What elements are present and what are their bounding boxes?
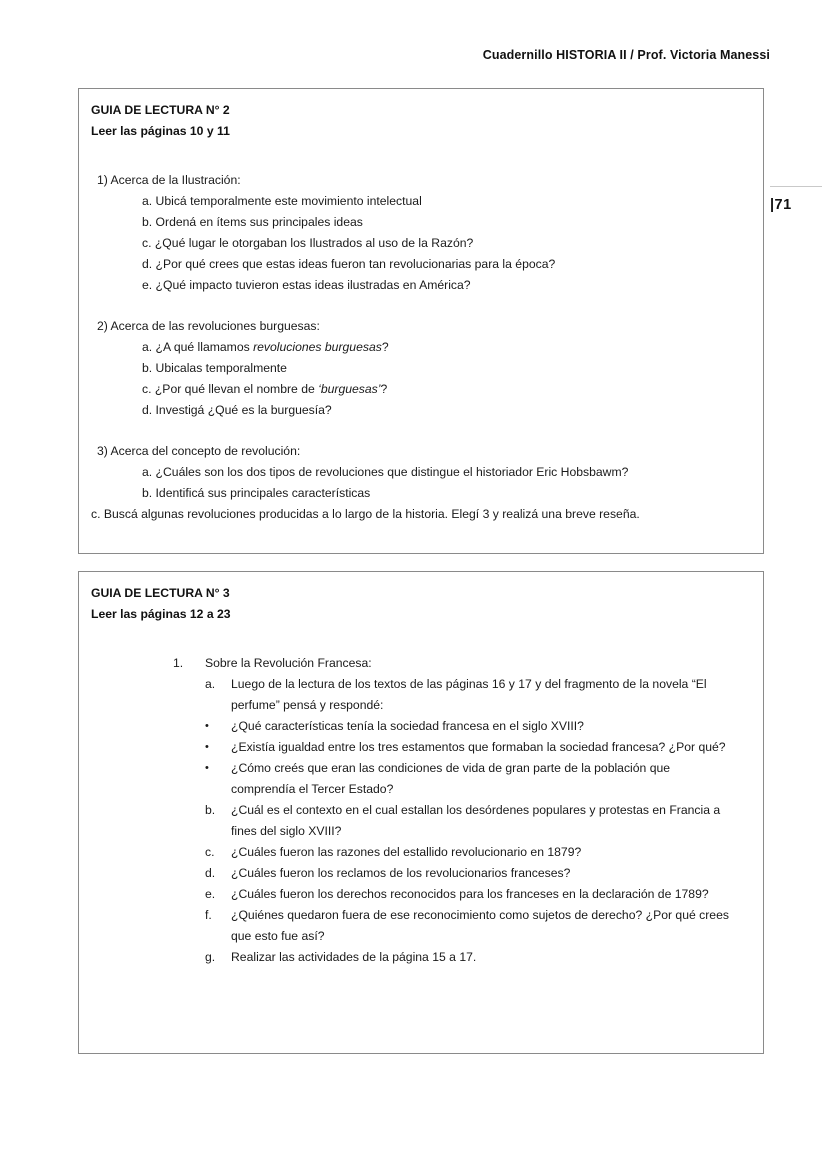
guide-2-section-2-item-c-text: c. ¿Por qué llevan el nombre de ‘burguesas’? [142,382,388,396]
list-marker: a. [205,677,216,691]
list-item-text: ¿Cómo creés que eran las condiciones de vida de gran parte de la población que comprendía el Tercer Estado? [231,761,671,796]
page-number-rule [770,186,822,187]
guide-3-title-line-2: Leer las páginas 12 a 23 [91,606,231,621]
bullet-icon: • [205,762,209,774]
list-marker: e. [205,887,216,901]
guide-3-bullet-3 [91,758,749,800]
spacer [91,624,749,653]
guide-3-item-c [91,842,749,863]
guide-2-section-1-item-b: b. Ordená en ítems sus principales ideas [142,215,363,229]
guide-2-section-2-item-d: d. Investigá ¿Qué es la burguesía? [142,403,332,417]
list-marker: d. [205,866,216,880]
spacer [91,141,749,170]
guide-2-section-3-item-b: b. Identificá sus principales características [142,486,371,500]
guide-3-bullet-2 [91,737,749,758]
guide-2-section-1-item-c: c. ¿Qué lugar le otorgaban los Ilustrados al uso de la Razón? [142,236,474,250]
list-item-text: ¿Quiénes quedaron fuera de ese reconocimiento como sujetos de derecho? ¿Por qué crees que esto fue así? [231,908,729,943]
guide-3-item-a [91,674,749,716]
list-item-text: Sobre la Revolución Francesa: [205,656,372,670]
list-item-text: Realizar las actividades de la página 15 a 17. [231,950,477,964]
guide-2-section-1-item-d: d. ¿Por qué crees que estas ideas fueron tan revolucionarias para la época? [142,257,556,271]
list-marker: b. [205,803,216,817]
spacer [91,296,749,316]
guide-2-section-2-item-b: b. Ubicalas temporalmente [142,361,287,375]
list-item-text: ¿Cuáles fueron los derechos reconocidos para los franceses en la declaración de 1789? [231,887,709,901]
guide-3-item-f [91,905,749,947]
guide-2-section-2-item-a-text: a. ¿A qué llamamos revoluciones burguesas? [142,340,389,354]
guide-2-section-3-item-c: c. Buscá algunas revoluciones producidas a lo largo de la historia. Elegí 3 y realizá una breve reseña. [91,507,640,521]
list-item-text: ¿Existía igualdad entre los tres estamentos que formaban la sociedad francesa? ¿Por qué? [231,740,726,754]
page-number: |71 [770,197,792,213]
running-header-title: Cuadernillo HISTORIA II / Prof. Victoria Manessi [482,48,770,62]
list-marker: 1. [173,656,184,670]
guide-2-section-1-item-e: e. ¿Qué impacto tuvieron estas ideas ilustradas en América? [142,278,471,292]
page-number-block [770,186,828,213]
bullet-icon: • [205,741,209,753]
list-marker: c. [205,845,215,859]
guide-2-section-2-item-a [91,337,749,358]
guide-2-section-1-item-a: a. Ubicá temporalmente este movimiento intelectual [142,194,422,208]
guide-2-section-2-item-c [91,379,749,400]
guide-box-lectura-2 [78,88,764,554]
guide-2-section-3-item-a: a. ¿Cuáles son los dos tipos de revoluciones que distingue el historiador Eric Hobsbawm? [142,465,629,479]
guide-2-section-2-heading: 2) Acerca de las revoluciones burguesas: [97,319,320,333]
list-item-text: ¿Cuáles fueron los reclamos de los revolucionarios franceses? [231,866,571,880]
guide-3-item-d [91,863,749,884]
guide-2-section-1-heading: 1) Acerca de la Ilustración: [97,173,241,187]
guide-3-item-b [91,800,749,842]
guide-2-section-3-heading: 3) Acerca del concepto de revolución: [97,444,301,458]
guide-3-bullet-1 [91,716,749,737]
guide-3-title-line-1: GUIA DE LECTURA N° 3 [91,586,230,600]
guide-3-item-1 [91,653,749,674]
list-item-text: ¿Qué características tenía la sociedad francesa en el siglo XVIII? [231,719,584,733]
list-marker: g. [205,950,216,964]
guide-3-item-e [91,884,749,905]
guide-2-title-line-1: GUIA DE LECTURA N° 2 [91,103,230,117]
list-item-text: ¿Cuál es el contexto en el cual estallan los desórdenes populares y protestas en Francia a fines del siglo XVIII? [231,803,721,838]
list-item-text: Luego de la lectura de los textos de las páginas 16 y 17 y del fragmento de la novela “El perfume” pensá y respondé: [231,677,707,712]
spacer [91,421,749,441]
list-marker: f. [205,908,212,922]
list-item-text: ¿Cuáles fueron las razones del estallido revolucionario en 1879? [231,845,582,859]
guide-2-title-line-2: Leer las páginas 10 y 11 [91,123,230,138]
guide-box-lectura-3 [78,571,764,1054]
guide-3-item-g [91,947,749,968]
bullet-icon: • [205,720,209,732]
